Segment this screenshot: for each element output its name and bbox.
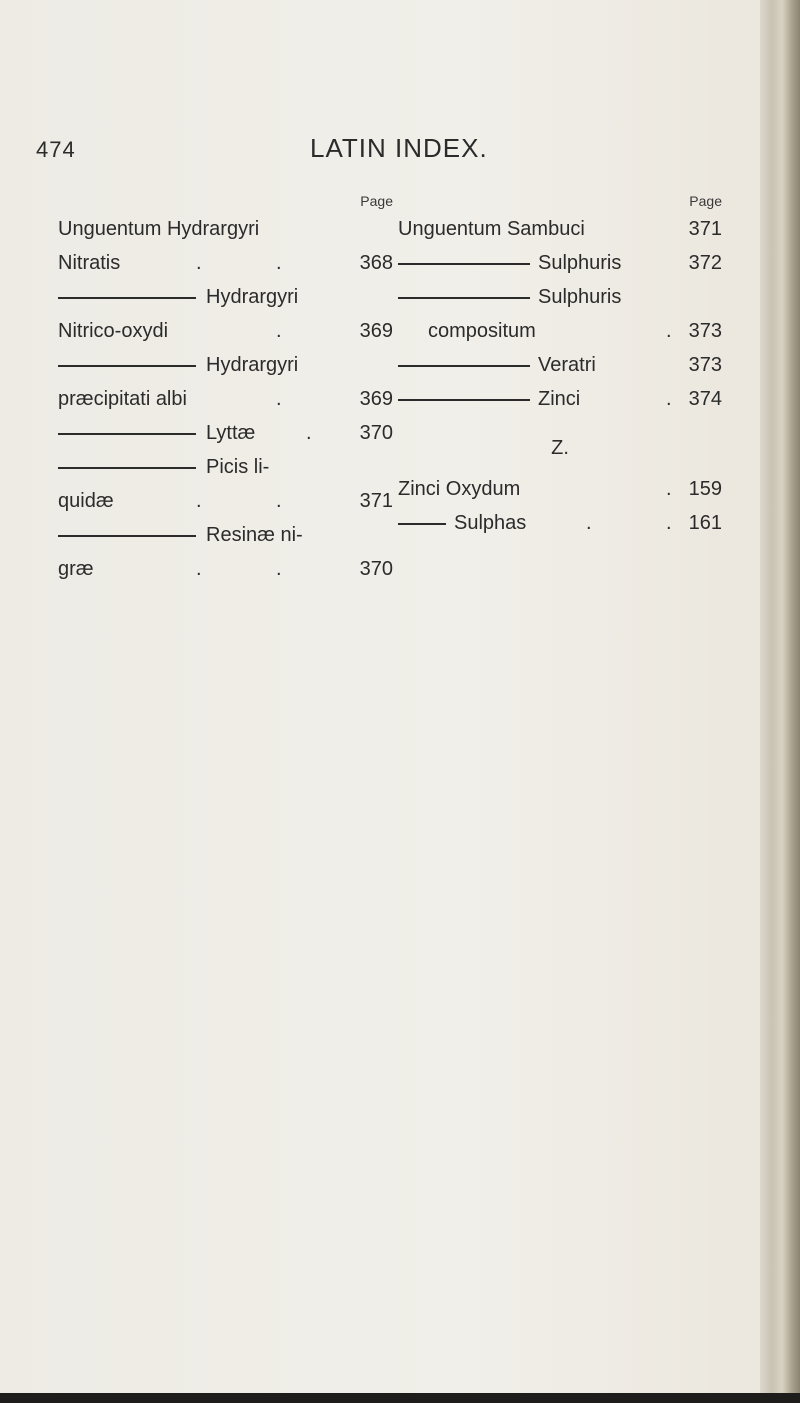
ditto-dash xyxy=(58,365,196,367)
index-entry xyxy=(58,280,393,314)
leader-dot: . xyxy=(306,422,312,444)
leader-dot: . xyxy=(666,388,672,410)
index-entry xyxy=(398,348,722,382)
leader-dot: . xyxy=(666,478,672,500)
index-entry xyxy=(58,348,393,382)
entry-subterm: Zinci xyxy=(538,388,581,410)
entry-subterm: Sulphuris xyxy=(538,286,622,308)
entry-term: græ xyxy=(58,558,94,580)
entry-page: 159 xyxy=(688,478,722,500)
entry-subterm: Lyttæ xyxy=(206,422,256,444)
entry-page: 368 xyxy=(359,252,393,274)
page-title: LATIN INDEX. xyxy=(310,133,488,163)
entry-term: præcipitati albi xyxy=(58,388,187,410)
page-column-label: Page xyxy=(689,193,722,209)
entry-subterm: Veratri xyxy=(538,354,596,376)
index-entry xyxy=(58,450,393,484)
page-edge xyxy=(760,0,800,1403)
entry-page: 161 xyxy=(688,512,722,534)
index-entry xyxy=(58,212,393,246)
entry-subterm: Sulphas xyxy=(454,512,527,534)
index-entry xyxy=(58,382,393,416)
entry-term: Nitrico-oxydi xyxy=(58,320,169,342)
entry-subterm: Picis li- xyxy=(206,456,270,478)
entry-page: 373 xyxy=(688,320,722,342)
entry-page: 369 xyxy=(359,320,393,342)
entry-page: 371 xyxy=(688,218,722,240)
index-entry xyxy=(398,246,722,280)
index-entry xyxy=(398,212,722,246)
leader-dot: . xyxy=(276,320,282,342)
index-entry xyxy=(398,314,722,348)
index-entry xyxy=(58,314,393,348)
entry-subterm: Hydrargyri xyxy=(206,354,299,376)
ditto-dash xyxy=(398,523,446,525)
leader-dot: . xyxy=(196,252,202,274)
entry-page: 374 xyxy=(688,388,722,410)
page-number: 474 xyxy=(36,137,76,162)
index-entry xyxy=(58,484,393,518)
leader-dot: . xyxy=(666,320,672,342)
leader-dot: . xyxy=(196,490,202,512)
entry-page: 372 xyxy=(688,252,722,274)
entry-subterm: Hydrargyri xyxy=(206,286,299,308)
index-column-right xyxy=(398,190,722,540)
bottom-border xyxy=(0,1393,800,1403)
index-entry xyxy=(58,246,393,280)
leader-dot: . xyxy=(276,558,282,580)
ditto-dash xyxy=(58,467,196,469)
index-entry xyxy=(398,506,722,540)
page-column-label: Page xyxy=(360,193,393,209)
entry-subterm: Sulphuris xyxy=(538,252,622,274)
index-entry xyxy=(398,472,722,506)
leader-dot: . xyxy=(196,558,202,580)
entry-page: 370 xyxy=(359,558,393,580)
leader-dot: . xyxy=(586,512,592,534)
entry-page: 371 xyxy=(359,490,393,512)
leader-dot: . xyxy=(276,252,282,274)
entry-term: Unguentum Sambuci xyxy=(398,218,585,240)
leader-dot: . xyxy=(666,512,672,534)
ditto-dash xyxy=(398,263,530,265)
index-entry xyxy=(58,416,393,450)
entry-page: 369 xyxy=(359,388,393,410)
leader-dot: . xyxy=(276,490,282,512)
entry-term: Zinci Oxydum xyxy=(398,478,521,500)
index-column-left xyxy=(58,190,393,586)
entry-term: Unguentum Hydrargyri xyxy=(58,218,260,240)
entry-page: 373 xyxy=(688,354,722,376)
ditto-dash xyxy=(58,433,196,435)
ditto-dash xyxy=(398,365,530,367)
index-entry xyxy=(58,552,393,586)
index-entry xyxy=(398,382,722,416)
entry-term: quidæ xyxy=(58,490,114,512)
index-entry xyxy=(398,280,722,314)
entry-subterm: Resinæ ni- xyxy=(206,524,303,546)
section-letter: Z. xyxy=(551,437,569,459)
ditto-dash xyxy=(58,535,196,537)
entry-term: Nitratis xyxy=(58,252,121,274)
entry-term: compositum xyxy=(428,320,536,342)
ditto-dash xyxy=(58,297,196,299)
index-entry xyxy=(58,518,393,552)
leader-dot: . xyxy=(276,388,282,410)
ditto-dash xyxy=(398,399,530,401)
entry-page: 370 xyxy=(359,422,393,444)
ditto-dash xyxy=(398,297,530,299)
